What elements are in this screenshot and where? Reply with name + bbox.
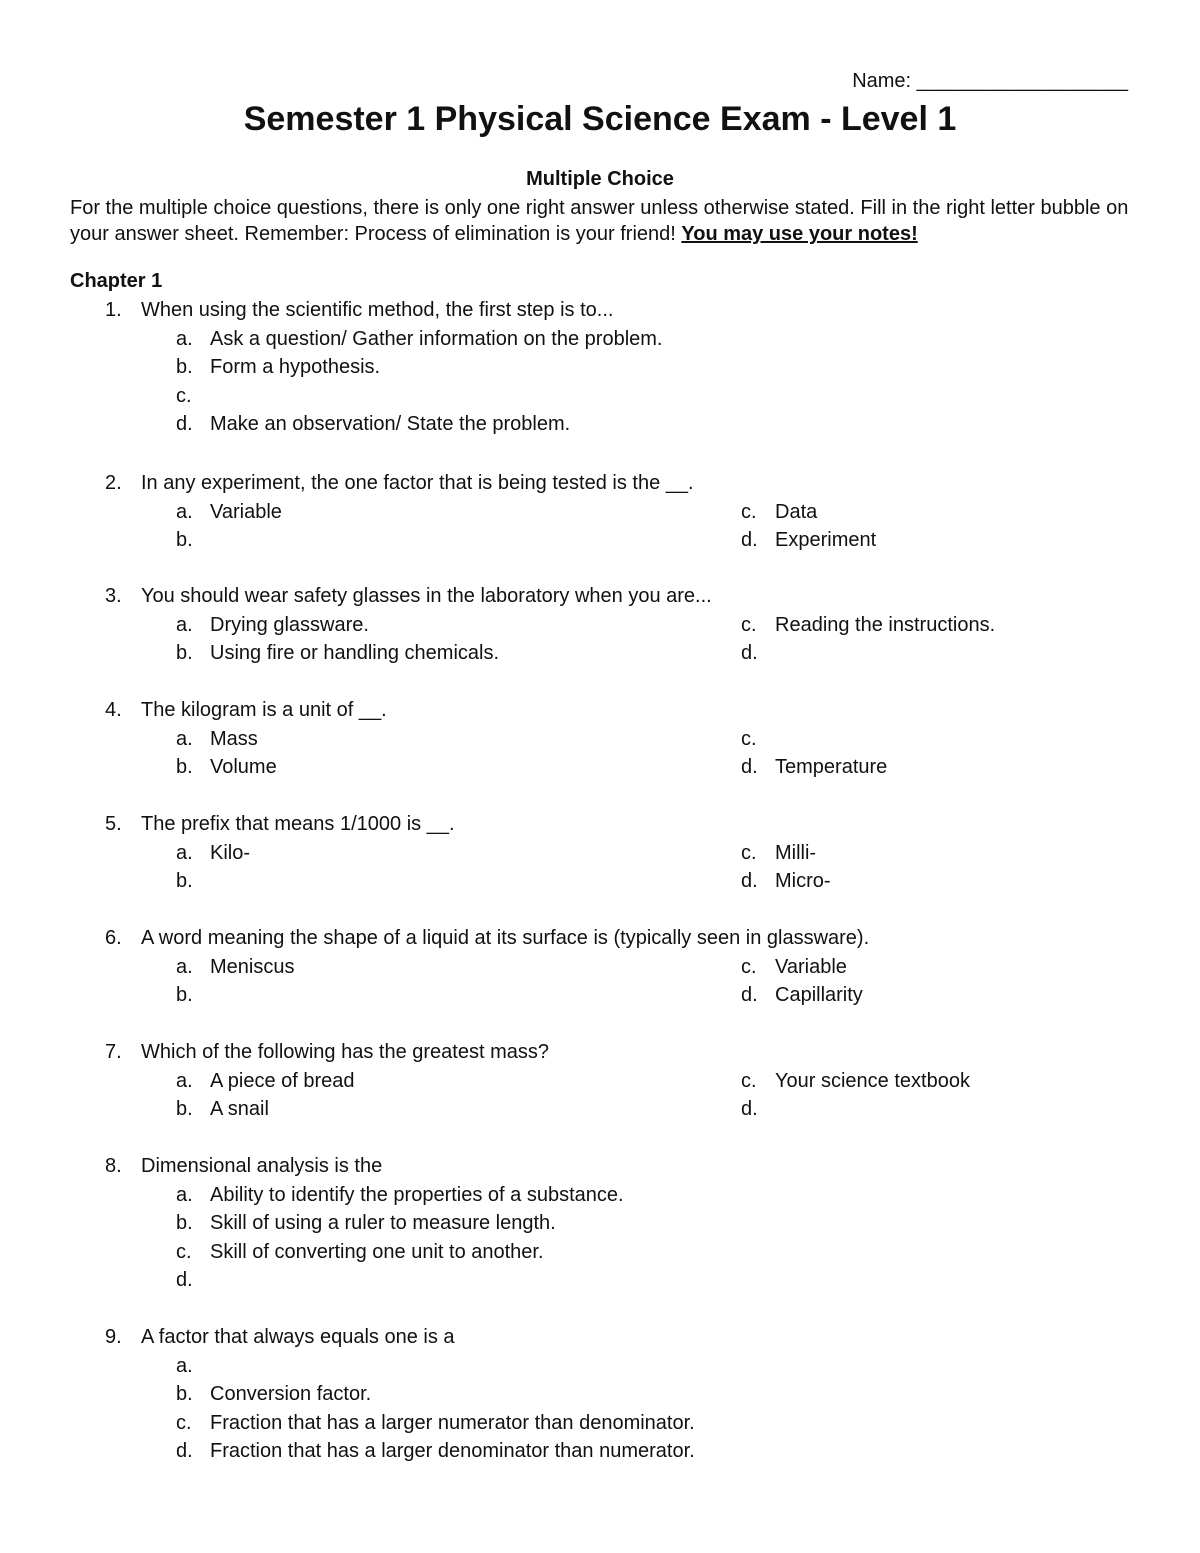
question-text: When using the scientific method, the first step is to... xyxy=(141,299,614,321)
question-text: A word meaning the shape of a liquid at its surface is (typically seen in glassware). xyxy=(141,927,870,949)
option-text: Ability to identify the properties of a substance. xyxy=(210,1183,624,1206)
option-letter: d. xyxy=(741,870,758,892)
option-text: Variable xyxy=(210,500,282,523)
option-text: A snail xyxy=(210,1098,269,1120)
answer-option xyxy=(741,614,995,637)
answer-option xyxy=(176,870,210,893)
question-number: 9. xyxy=(105,1326,122,1348)
option-letter: d. xyxy=(741,984,758,1006)
option-letter: c. xyxy=(176,384,192,407)
answer-option xyxy=(741,501,817,524)
answer-option xyxy=(741,842,816,865)
option-letter: d. xyxy=(176,1269,193,1291)
answer-option xyxy=(176,1269,210,1292)
question-stem xyxy=(105,927,869,950)
option-text: Skill of converting one unit to another. xyxy=(210,1240,544,1263)
answer-option xyxy=(176,1184,624,1207)
option-letter: b. xyxy=(176,356,193,378)
answer-option xyxy=(176,1098,269,1121)
option-letter: b. xyxy=(176,1098,193,1120)
instructions-paragraph xyxy=(70,195,1130,247)
answer-option xyxy=(176,1070,355,1093)
question-stem xyxy=(105,472,694,495)
option-letter: b. xyxy=(176,1212,193,1234)
option-text: Variable xyxy=(775,955,847,978)
option-letter: a. xyxy=(176,955,193,978)
option-text: Meniscus xyxy=(210,955,295,978)
answer-option xyxy=(741,956,847,979)
option-text: Mass xyxy=(210,727,258,750)
answer-option xyxy=(741,728,775,751)
option-text: Make an observation/ State the problem. xyxy=(210,413,571,435)
answer-option xyxy=(741,1098,775,1121)
answer-option xyxy=(741,1070,970,1093)
question-text: The kilogram is a unit of __. xyxy=(141,699,387,721)
name-field-label: Name: ___________________ xyxy=(852,70,1128,92)
option-letter: b. xyxy=(176,984,193,1006)
question-text: Dimensional analysis is the xyxy=(141,1155,383,1177)
option-letter: d. xyxy=(741,642,758,664)
answer-option xyxy=(176,385,210,408)
question-number: 5. xyxy=(105,813,122,835)
option-letter: b. xyxy=(176,756,193,778)
option-text: Skill of using a ruler to measure length. xyxy=(210,1212,556,1234)
question-number: 1. xyxy=(105,299,122,321)
option-text: Volume xyxy=(210,756,277,778)
question-stem xyxy=(105,299,613,322)
option-letter: a. xyxy=(176,327,193,350)
answer-option xyxy=(176,1440,695,1463)
answer-option xyxy=(741,642,775,665)
option-letter: c. xyxy=(741,613,757,636)
option-text: Milli- xyxy=(775,841,817,864)
question-text: In any experiment, the one factor that is being tested is the __. xyxy=(141,472,694,494)
question-number: 6. xyxy=(105,927,122,949)
option-letter: b. xyxy=(176,870,193,892)
option-letter: c. xyxy=(176,1411,192,1434)
answer-option xyxy=(176,356,380,379)
option-text: Reading the instructions. xyxy=(775,613,996,636)
option-letter: a. xyxy=(176,727,193,750)
answer-option xyxy=(176,642,499,665)
option-letter: b. xyxy=(176,642,193,664)
answer-option xyxy=(176,413,570,436)
option-letter: a. xyxy=(176,500,193,523)
question-text: The prefix that means 1/1000 is __. xyxy=(141,813,455,835)
answer-option xyxy=(176,1212,556,1235)
question-number: 2. xyxy=(105,472,122,494)
option-letter: c. xyxy=(741,727,757,750)
question-number: 8. xyxy=(105,1155,122,1177)
option-letter: c. xyxy=(741,955,757,978)
option-letter: a. xyxy=(176,1069,193,1092)
question-number: 7. xyxy=(105,1041,122,1063)
answer-option xyxy=(176,1383,371,1406)
option-letter: a. xyxy=(176,1183,193,1206)
answer-option xyxy=(176,614,369,637)
answer-option xyxy=(176,529,210,552)
option-letter: d. xyxy=(741,529,758,551)
option-text: A piece of bread xyxy=(210,1069,355,1092)
answer-option xyxy=(741,870,831,893)
option-text: Conversion factor. xyxy=(210,1383,372,1405)
option-text: Data xyxy=(775,500,818,523)
question-stem xyxy=(105,1155,382,1178)
answer-option xyxy=(176,956,294,979)
answer-option xyxy=(176,1412,695,1435)
question-stem xyxy=(105,585,712,608)
option-text: Fraction that has a larger numerator than denominator. xyxy=(210,1411,695,1434)
instructions-text: For the multiple choice questions, there is only one right answer unless otherwise stated. Fill in the right letter bubble on your answer sheet. Remember: Process of elimination is your friend! xyxy=(70,197,1129,245)
question-text: You should wear safety glasses in the laboratory when you are... xyxy=(141,585,712,607)
option-text: Your science textbook xyxy=(775,1069,970,1092)
question-text: Which of the following has the greatest mass? xyxy=(141,1041,549,1063)
question-stem xyxy=(105,699,387,722)
option-text: Capillarity xyxy=(775,984,863,1006)
question-number: 4. xyxy=(105,699,122,721)
chapter-heading: Chapter 1 xyxy=(70,270,163,292)
option-text: Form a hypothesis. xyxy=(210,356,381,378)
answer-option xyxy=(741,529,876,552)
answer-option xyxy=(176,328,662,351)
option-letter: c. xyxy=(176,1240,192,1263)
option-text: Temperature xyxy=(775,756,888,778)
answer-option xyxy=(176,501,282,524)
option-letter: a. xyxy=(176,613,193,636)
option-letter: b. xyxy=(176,529,193,551)
question-text: A factor that always equals one is a xyxy=(141,1326,455,1348)
answer-option xyxy=(741,756,887,779)
option-letter: d. xyxy=(741,756,758,778)
answer-option xyxy=(176,756,277,779)
question-number: 3. xyxy=(105,585,122,607)
option-text: Drying glassware. xyxy=(210,613,369,636)
answer-option xyxy=(176,1355,210,1378)
option-text: Ask a question/ Gather information on the problem. xyxy=(210,327,663,350)
answer-option xyxy=(176,984,210,1007)
option-letter: c. xyxy=(741,500,757,523)
option-letter: c. xyxy=(741,841,757,864)
option-letter: c. xyxy=(741,1069,757,1092)
option-letter: a. xyxy=(176,1354,193,1377)
exam-title: Semester 1 Physical Science Exam - Level 1 xyxy=(243,100,957,138)
option-text: Using fire or handling chemicals. xyxy=(210,642,500,664)
option-letter: d. xyxy=(176,413,193,435)
option-text: Kilo- xyxy=(210,841,251,864)
option-text: Micro- xyxy=(775,870,831,892)
answer-option xyxy=(176,728,258,751)
option-letter: b. xyxy=(176,1383,193,1405)
answer-option xyxy=(741,984,863,1007)
section-heading: Multiple Choice xyxy=(526,168,674,190)
option-letter: d. xyxy=(176,1440,193,1462)
instructions-emphasis: You may use your notes! xyxy=(681,223,918,245)
question-stem xyxy=(105,1041,549,1064)
answer-option xyxy=(176,842,250,865)
option-text: Fraction that has a larger denominator than numerator. xyxy=(210,1440,695,1462)
option-letter: a. xyxy=(176,841,193,864)
answer-option xyxy=(176,1241,544,1264)
option-letter: d. xyxy=(741,1098,758,1120)
option-text: Experiment xyxy=(775,529,877,551)
question-stem xyxy=(105,813,455,836)
question-stem xyxy=(105,1326,455,1349)
